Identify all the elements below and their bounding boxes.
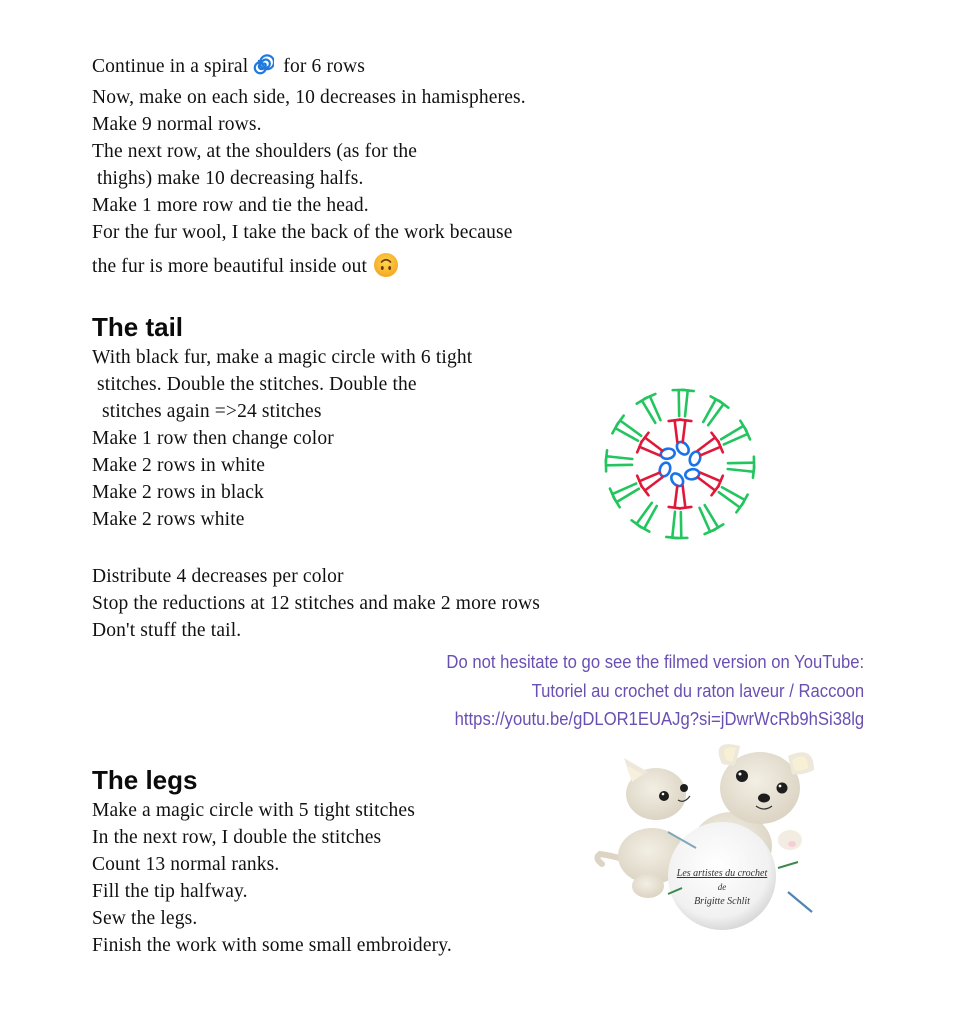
round3-stitch-mark (728, 466, 754, 478)
youtube-link[interactable]: https://youtu.be/gDLOR1EUAJg?si=jDwrWcRb9hSi38lg (454, 708, 864, 729)
tail-line: stitches. Double the stitches. Double the (92, 374, 417, 395)
intro-line: Make 9 normal rows. (92, 114, 262, 135)
tail-line: Stop the reductions at 12 stitches and make 2 more rows (92, 593, 540, 614)
round3-stitch-mark (675, 512, 687, 538)
legs-line: Make a magic circle with 5 tight stitches (92, 800, 415, 821)
tail-line: Make 1 row then change color (92, 428, 334, 449)
chain-stitch-mark (688, 450, 702, 467)
legs-line: Count 13 normal ranks. (92, 854, 280, 875)
round2-stitch-mark (700, 441, 723, 455)
round3-stitch-mark (666, 512, 678, 538)
watermark-line: Les artistes du crochet (676, 868, 768, 879)
tail-line: Make 2 rows white (92, 509, 245, 530)
round3-stitch-mark (708, 401, 728, 426)
round3-stitch-mark (728, 457, 754, 469)
tail-line: Make 2 rows in black (92, 482, 264, 503)
youtube-note (446, 648, 864, 734)
section-heading-legs: The legs (92, 765, 198, 795)
amigurumi-photo (592, 736, 820, 932)
round2-stitch-mark (679, 420, 691, 443)
round3-stitch-mark (606, 459, 632, 471)
legs-line: Sew the legs. (92, 908, 198, 929)
intro-line: For the fur wool, I take the back of the work because (92, 222, 513, 243)
youtube-note-line: Do not hesitate to go see the filmed version on YouTube: (446, 651, 864, 672)
round3-stitch-mark (606, 450, 632, 462)
tail-line: stitches again =>24 stitches (92, 401, 322, 422)
watermark-line: Brigitte Schlit (694, 896, 750, 907)
watermark-line: de (717, 882, 727, 892)
round3-stitch-mark (617, 416, 642, 436)
chain-stitch-mark (658, 461, 672, 478)
intro-line-text: Continue in a spiral (92, 56, 249, 77)
legs-line: Fill the tip halfway. (92, 881, 248, 902)
round3-stitch-mark (682, 390, 694, 416)
intro-line-text: for 6 rows (278, 56, 365, 77)
tail-line: Don't stuff the tail. (92, 620, 242, 641)
intro-line: The next row, at the shoulders (as for the (92, 141, 418, 162)
intro-line: Make 1 more row and tie the head. (92, 195, 369, 216)
legs-line: Finish the work with some small embroidery. (92, 935, 452, 956)
intro-line-emoji (92, 252, 399, 280)
round2-stitch-mark (637, 473, 660, 487)
youtube-video-title: Tutoriel au crochet du raton laveur / Raccoon (531, 679, 864, 701)
intro-line-text: the fur is more beautiful inside out (92, 256, 368, 277)
cyclone-spiral-icon (252, 54, 274, 76)
round3-stitch-mark (632, 503, 652, 528)
round2-stitch-mark (669, 420, 681, 443)
round3-stitch-mark (719, 492, 744, 512)
section-heading-tail: The tail (92, 312, 184, 342)
round2-stitch-mark (679, 486, 691, 509)
round3-stitch-mark (673, 390, 685, 416)
tail-line: Distribute 4 decreases per color (92, 566, 344, 587)
legs-line: In the next row, I double the stitches (92, 827, 382, 848)
round2-stitch-mark (669, 486, 681, 509)
intro-line-spiral (92, 53, 365, 80)
crochet-stitch-chart (598, 382, 762, 546)
intro-line: Now, make on each side, 10 decreases in hamispheres. (92, 87, 526, 108)
upside-down-face-icon (373, 252, 399, 278)
intro-line: thighs) make 10 decreasing halfs. (92, 168, 364, 189)
tail-line: Make 2 rows in white (92, 455, 266, 476)
tail-line: With black fur, make a magic circle with 6 tight (92, 347, 473, 368)
